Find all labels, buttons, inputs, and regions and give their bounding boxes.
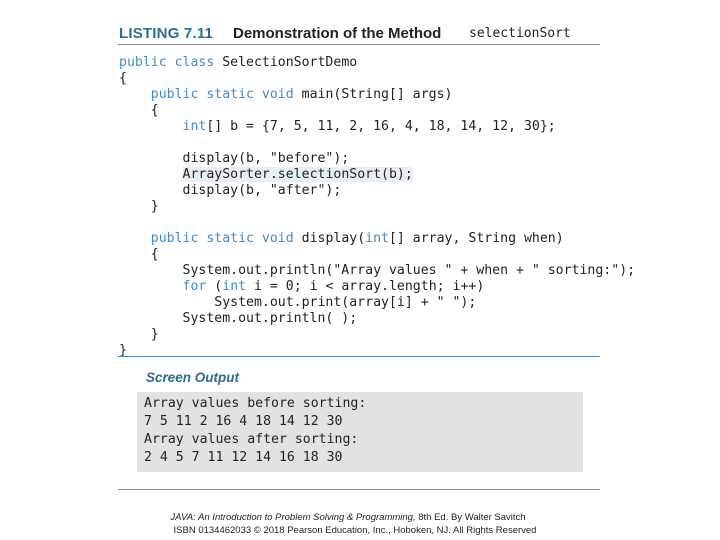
book-title: JAVA: An Introduction to Problem Solving & Programming, (170, 512, 416, 523)
code-text: display(b, "before"); (119, 151, 350, 166)
top-divider (118, 44, 600, 45)
code-keyword: public static void (150, 87, 294, 102)
code-line (119, 167, 413, 183)
code-line (119, 183, 341, 199)
listing-title-method: selectionSort (469, 26, 571, 41)
code-highlight: ArraySorter.selectionSort(b); (182, 167, 413, 182)
code-keyword: int (365, 231, 389, 246)
code-line (119, 151, 349, 167)
output-line: 2 4 5 7 11 12 14 16 18 30 (144, 450, 343, 465)
output-line: Array values before sorting: (144, 396, 367, 411)
code-text: i = 0; i < array.length; i++) (246, 279, 485, 294)
book-edition: 8th Ed. By Walter Savitch (415, 512, 526, 523)
code-line (119, 327, 159, 343)
code-line (119, 199, 159, 215)
code-text: { (119, 247, 159, 262)
code-text (119, 119, 183, 134)
code-line (119, 295, 476, 311)
code-line (119, 279, 484, 295)
code-line (119, 55, 357, 71)
output-line: 7 5 11 2 16 4 18 14 12 30 (144, 414, 343, 429)
code-text (119, 231, 151, 246)
code-keyword: public class (119, 55, 215, 70)
listing-title: Demonstration of the Method (233, 25, 442, 42)
code-text: SelectionSortDemo (214, 55, 358, 70)
code-text: { (119, 103, 159, 118)
bottom-divider (118, 489, 600, 490)
code-line (119, 87, 452, 103)
code-keyword: int (182, 119, 207, 134)
code-keyword: int (222, 279, 247, 294)
code-text: display( (293, 231, 366, 246)
code-text (119, 167, 183, 182)
code-line (119, 263, 635, 279)
code-text: ( (206, 279, 223, 294)
code-keyword: for (182, 279, 207, 294)
screen-output-box (137, 392, 583, 472)
output-line: Array values after sorting: (144, 432, 359, 447)
code-text: System.out.print(array[i] + " "); (119, 295, 477, 310)
code-text: { (119, 71, 127, 86)
code-text: } (119, 327, 159, 342)
listing-number: LISTING 7.11 (119, 25, 214, 42)
code-line (119, 71, 127, 87)
code-line (119, 311, 357, 327)
code-text: } (119, 343, 127, 358)
code-text: [] b = {7, 5, 11, 2, 16, 4, 18, 14, 12, 30}; (206, 119, 556, 134)
listing-header (118, 22, 600, 44)
code-text: System.out.println("Array values " + when + " sorting:"); (119, 263, 636, 278)
footer-citation (0, 512, 708, 523)
code-text: System.out.println( ); (119, 311, 358, 326)
code-text (119, 279, 183, 294)
footer-copyright: ISBN 0134462033 © 2018 Pearson Education, Inc., Hoboken, NJ. All Rights Reserved (173, 525, 537, 536)
code-text: } (119, 199, 159, 214)
code-line (119, 247, 159, 263)
code-keyword: public static void (150, 231, 294, 246)
screen-output-heading: Screen Output (146, 370, 240, 385)
code-line (119, 119, 556, 135)
output-divider (118, 356, 600, 357)
code-text: main(String[] args) (293, 87, 453, 102)
code-line (119, 103, 159, 119)
code-text (119, 87, 151, 102)
code-line (119, 231, 564, 247)
code-listing (119, 55, 636, 358)
code-text: [] array, String when) (388, 231, 564, 246)
code-text: display(b, "after"); (119, 183, 342, 198)
